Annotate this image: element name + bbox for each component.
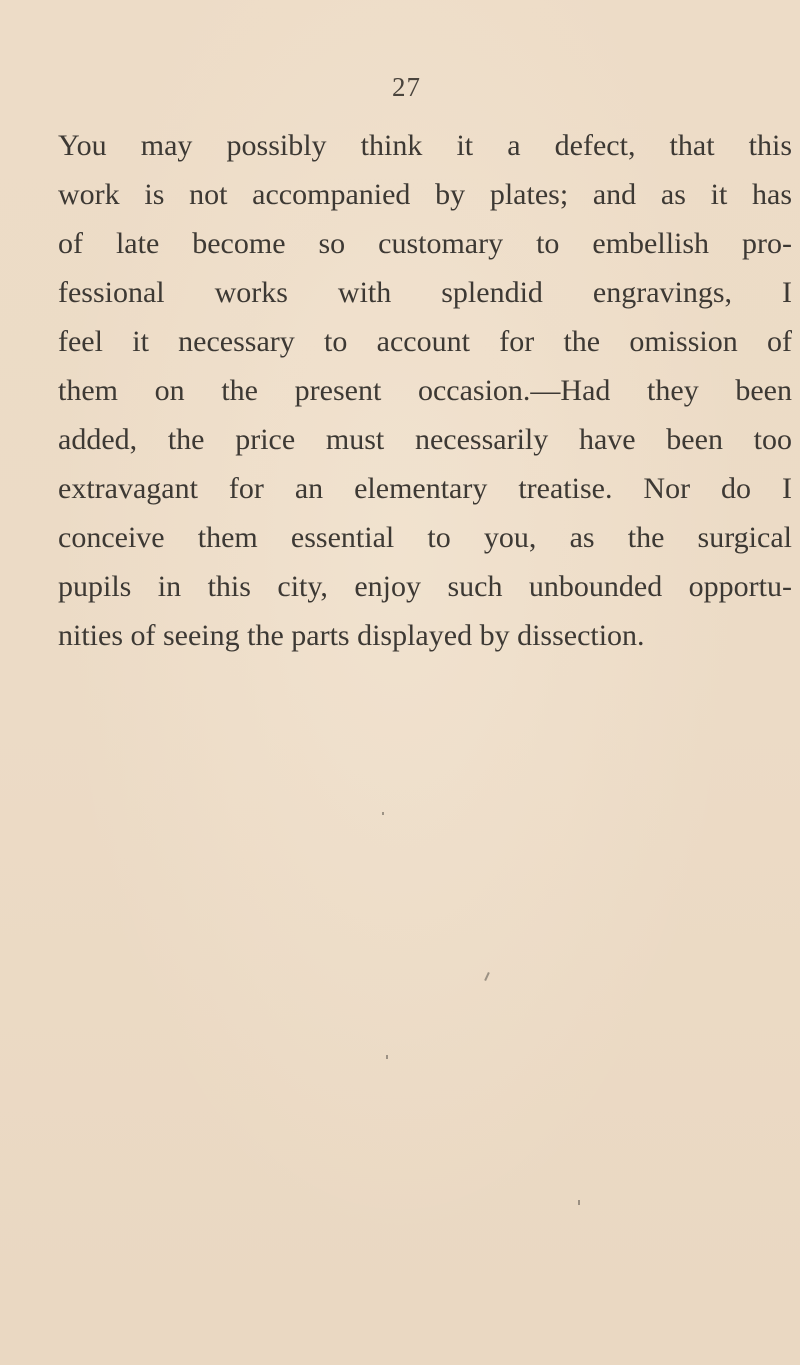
page-number: 27	[392, 72, 421, 102]
text-line: added, the price must necessarily have been too	[58, 423, 792, 456]
text-line: fessional works with splendid engravings, I	[58, 276, 792, 309]
text-line: extravagant for an elementary treatise. Nor do I	[58, 472, 792, 505]
text-line: pupils in this city, enjoy such unbounded opportu-	[58, 570, 792, 603]
paper-speck	[382, 812, 384, 815]
body-paragraph	[58, 121, 800, 660]
text-line: nities of seeing the parts displayed by dissection.	[58, 619, 645, 652]
paper-speck	[578, 1200, 580, 1205]
paper-speck	[386, 1055, 388, 1059]
text-line: them on the present occasion.—Had they been	[58, 374, 792, 407]
text-line: conceive them essential to you, as the surgical	[58, 521, 792, 554]
text-line: feel it necessary to account for the omission of	[58, 325, 792, 358]
text-line: You may possibly think it a defect, that this	[58, 129, 792, 162]
text-line: of late become so customary to embellish pro-	[58, 227, 792, 260]
paper-speck	[484, 972, 490, 981]
text-line: work is not accompanied by plates; and as it has	[58, 178, 792, 211]
